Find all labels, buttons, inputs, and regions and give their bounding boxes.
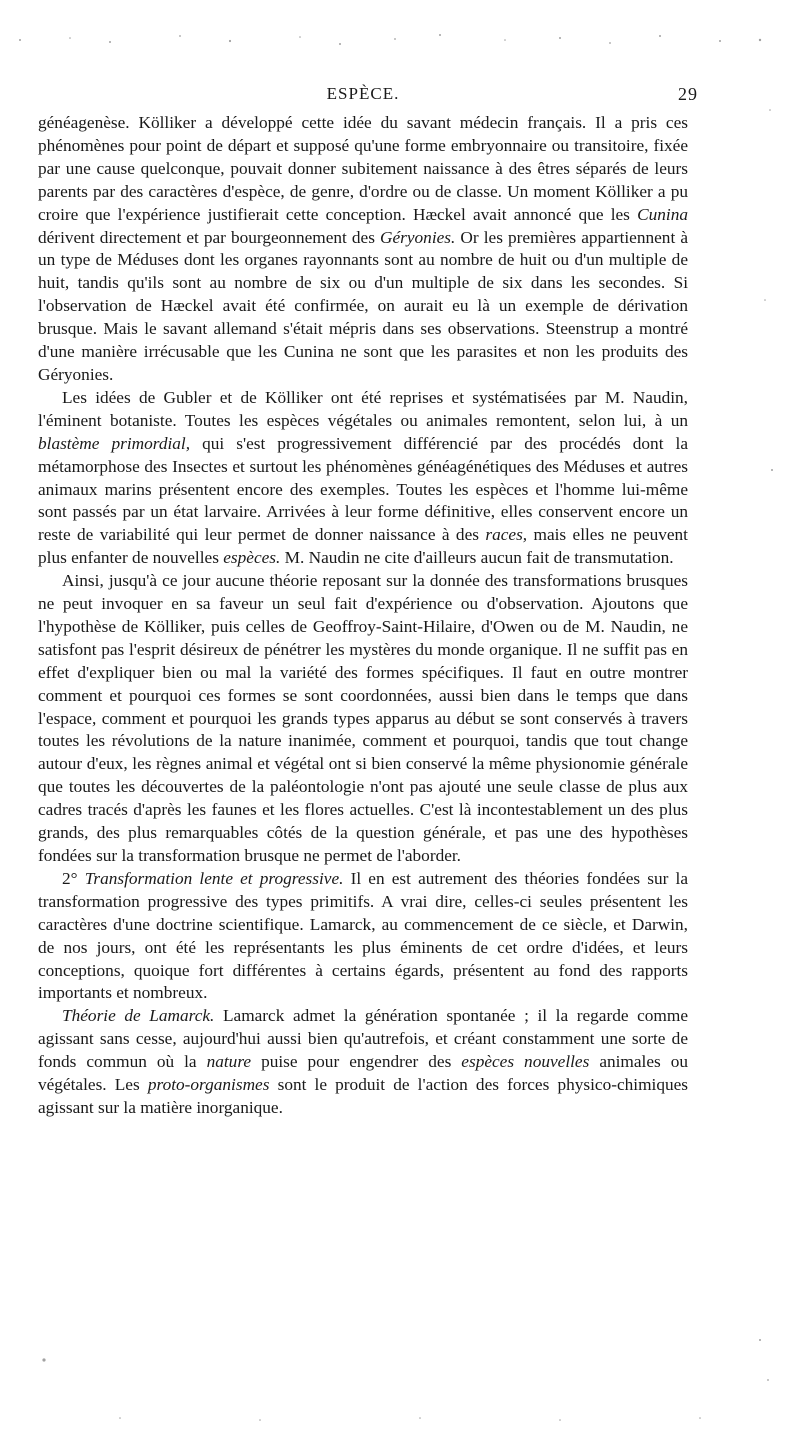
text-segment: M. Naudin ne cite d'ailleurs aucun fait de transmutation.: [280, 548, 674, 568]
italic-text: Cunina: [637, 204, 688, 224]
text-segment: Or les premières appartiennent à un type de Méduses dont les organes rayonnants sont au nombre de huit ou d'un multiple de huit, tandis qu'ils sont au nombre de six ou d'un multiple de six dans les secondes. Si l'observation de Hæckel avait été confirmée, on aurait eu là un exemple de dérivation brusque. Mais le savant allemand s'était mépris dans ses observations. Steenstrup a montré d'une manière irrécusable que les Cunina ne sont que les parasites et non les produits des Géryonies.: [38, 227, 688, 384]
italic-text: blastème primordial,: [38, 433, 191, 453]
text-segment: généagenèse. Kölliker a développé cette idée du savant médecin français. Il a pris ces phénomènes pour point de départ et supposé qu'une forme embryonnaire ou transitoire, fixée par une cause quelconque, pouvait donner subitement naissance à des êtres séparés de leurs parents par des caractères d'espèce, de genre, d'ordre ou de classe. Un moment Kölliker a pu croire que l'expérience justifierait cette conception. Hæckel avait annoncé que les: [38, 113, 688, 224]
text-segment: Il en est autrement des théories fondées sur la transformation progressive des types primitifs. A vrai dire, celles-ci seules présentent les caractères d'une doctrine scientifique. Lamarck, au commencement de ce siècle, et Darwin, de nos jours, ont été les représentants les plus éminents de cet ordre d'idées, et leurs conceptions, quoique fort différentes à certains égards, présentent au fond des rapports importants et nombreux.: [38, 868, 688, 1003]
text-segment: sont le produit de l'action des forces physico-chimiques agissant sur la matière inorganique.: [38, 1075, 689, 1117]
italic-text: Géryonies.: [380, 227, 456, 247]
text-segment: Ainsi, jusqu'à ce jour aucune théorie reposant sur la donnée des transformations brusques ne peut invoquer en sa faveur un seul fait d'expérience ou d'observation. Ajoutons que l'hypothèse de Kölliker, puis celles de Geoffroy-Saint-Hilaire, d'Owen ou de M. Naudin, ne satisfont pas l'esprit désireux de pénétrer les mystères du monde organique. Il ne suffit pas en effet d'expliquer bien ou mal la variété des formes spécifiques. Il faut en outre montrer comment et pourquoi ces formes se sont coordonnées, aussi bien dans le temps que dans l'espace, comment et pourquoi les grands types apparus au début se sont conservés à travers toutes les révolutions de la nature inanimée, comment et pourquoi, tandis que tout change autour d'eux, les règnes animal et végétal ont si bien conservé la même physionomie générale que toutes les découvertes de la paléontologie n'ont pas ajouté une seule classe de plus aux cadres tracés d'après les faunes et les flores actuelles. C'est là incontestablement un des plus grands, des plus remarquables côtés de la question générale, et pas une des hypothèses fondées sur la transformation brusque ne permet de l'aborder.: [38, 571, 688, 865]
italic-text: nature: [206, 1052, 252, 1072]
text-segment: qui s'est progressivement différencié par des procédés dont la métamorphose des Insectes et surtout les phénomènes généagénétiques des Méduses et autres animaux marins présentent encore des exemples. Toutes les espèces et l'homme lui-même sont passés par un état larvaire. Arrivées à leur forme définitive, elles conservent encore un reste de variabilité qui leur permet de donner naissance à des: [38, 433, 689, 545]
italic-text: proto-organismes: [147, 1075, 270, 1095]
italic-text: espèces.: [223, 548, 281, 568]
page-number: 29: [678, 84, 698, 104]
italic-text: Transformation lente et progressive.: [84, 868, 344, 888]
paragraph: [38, 112, 688, 387]
paragraph: [38, 570, 688, 868]
text-segment: dérivent directement et par bourgeonnement des: [38, 227, 380, 247]
italic-text: races,: [485, 525, 528, 545]
text-segment: puise pour engendrer des: [251, 1052, 462, 1072]
italic-text: Théorie de Lamarck.: [62, 1006, 215, 1026]
body-text: [38, 112, 688, 1120]
text-segment: Les idées de Gubler et de Kölliker ont été reprises et systématisées par M. Naudin, l'éminent botaniste. Toutes les espèces végétales ou animales remontent, selon lui, à un: [38, 387, 688, 430]
running-head: [38, 84, 698, 112]
paragraph: [38, 868, 688, 1005]
italic-text: espèces nouvelles: [461, 1052, 590, 1072]
text-segment: 2°: [62, 868, 85, 888]
book-page: [38, 84, 698, 1120]
running-title: ESPÈCE.: [326, 84, 400, 103]
text-segment: mais elles ne peuvent plus enfanter de nouvelles: [38, 525, 688, 568]
text-segment: animales ou végétales. Les: [38, 1052, 689, 1095]
text-segment: Lamarck admet la génération spontanée ; il la regarde comme agissant sans cesse, aujourd'hui aussi bien qu'autrefois, et créant constamment une sorte de fonds commun où la: [38, 1006, 688, 1072]
paragraph: [38, 1005, 688, 1120]
paragraph: [38, 387, 688, 570]
